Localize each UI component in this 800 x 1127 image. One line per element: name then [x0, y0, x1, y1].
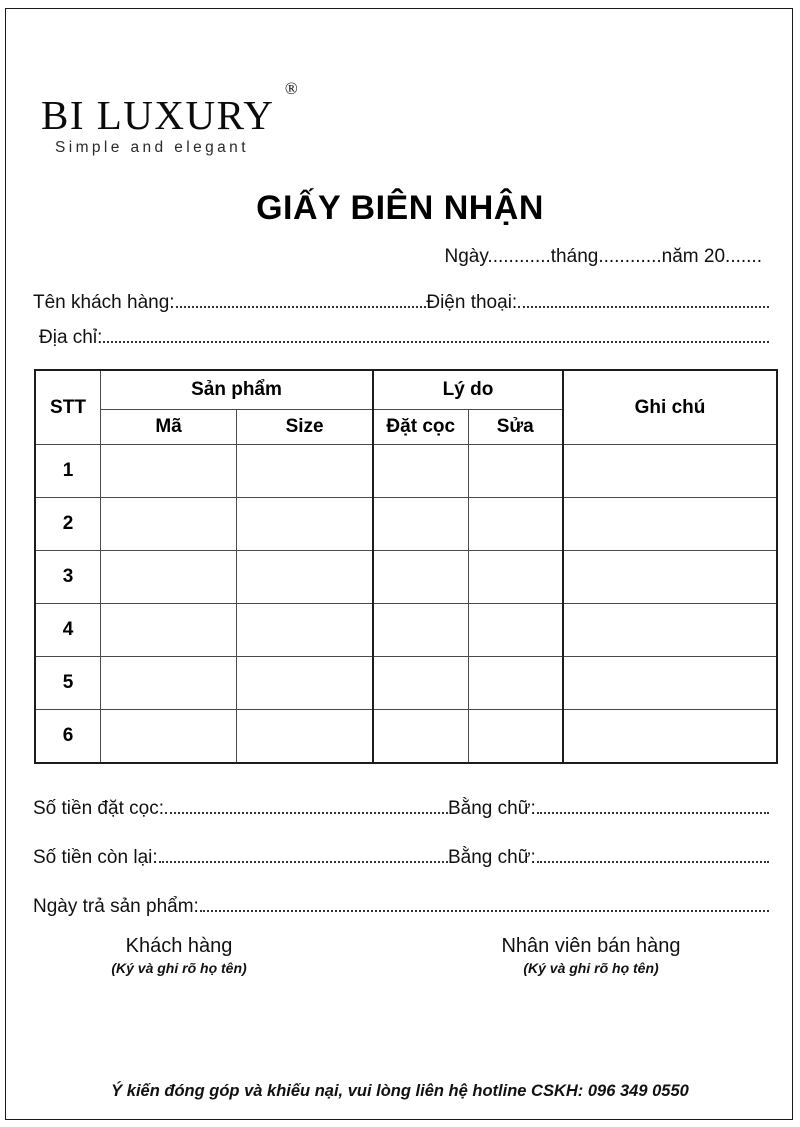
- cell-stt: 3: [35, 551, 101, 604]
- cell-repair[interactable]: [468, 657, 563, 710]
- cell-size[interactable]: [237, 551, 373, 604]
- deposit-label: Số tiền đặt cọc:: [33, 798, 164, 819]
- cell-repair[interactable]: [468, 445, 563, 498]
- table-body: [35, 445, 777, 764]
- remaining-words-input[interactable]: [537, 860, 769, 863]
- cell-size[interactable]: [237, 445, 373, 498]
- cell-code[interactable]: [101, 710, 237, 764]
- table-header-row-top: [35, 370, 777, 410]
- brand-name-text: BI LUXURY: [41, 92, 275, 138]
- header-note: Ghi chú: [563, 370, 777, 445]
- header-stt: STT: [35, 370, 101, 445]
- cell-stt: 5: [35, 657, 101, 710]
- cell-repair[interactable]: [468, 551, 563, 604]
- cell-size[interactable]: [237, 498, 373, 551]
- return-date-row: [33, 896, 769, 918]
- header-size: Size: [237, 410, 373, 445]
- header-deposit: Đặt cọc: [373, 410, 468, 445]
- return-date-label: Ngày trả sản phẩm:: [33, 896, 199, 917]
- cell-deposit[interactable]: [373, 657, 468, 710]
- remaining-row: [33, 847, 769, 869]
- registered-trademark-icon: ®: [284, 79, 300, 98]
- cell-note[interactable]: [563, 551, 777, 604]
- header-product: Sản phẩm: [101, 370, 374, 410]
- cell-note[interactable]: [563, 445, 777, 498]
- footer-hotline: Ý kiến đóng góp và khiếu nại, vui lòng liên hệ hotline CSKH: 096 349 0550: [111, 1082, 689, 1100]
- signature-staff: [431, 935, 751, 976]
- cell-deposit[interactable]: [373, 445, 468, 498]
- table-row: [35, 604, 777, 657]
- deposit-input[interactable]: [165, 811, 448, 814]
- deposit-row: [33, 798, 769, 820]
- table-head: [35, 370, 777, 445]
- brand-logo: [41, 79, 381, 157]
- deposit-words-input[interactable]: [537, 811, 769, 814]
- cell-deposit[interactable]: [373, 498, 468, 551]
- cell-code[interactable]: [101, 498, 237, 551]
- phone-label: Điện thoại:: [426, 292, 518, 313]
- brand-tagline: Simple and elegant: [55, 139, 249, 156]
- cell-code[interactable]: [101, 657, 237, 710]
- signature-customer: [54, 935, 304, 976]
- cell-note[interactable]: [563, 498, 777, 551]
- cell-size[interactable]: [237, 710, 373, 764]
- cell-deposit[interactable]: [373, 604, 468, 657]
- cell-size[interactable]: [237, 657, 373, 710]
- return-date-input[interactable]: [200, 909, 769, 912]
- cell-stt: 6: [35, 710, 101, 764]
- customer-name-input[interactable]: [176, 305, 427, 308]
- brand-name: [41, 79, 300, 138]
- signature-staff-title: Nhân viên bán hàng: [501, 935, 681, 957]
- table-row: [35, 710, 777, 764]
- address-label: Địa chỉ:: [39, 327, 103, 348]
- address-row: [39, 327, 769, 349]
- cell-stt: 4: [35, 604, 101, 657]
- header-code: Mã: [101, 410, 237, 445]
- cell-repair[interactable]: [468, 710, 563, 764]
- cell-code[interactable]: [101, 551, 237, 604]
- cell-stt: 2: [35, 498, 101, 551]
- header-repair: Sửa: [468, 410, 563, 445]
- table-row: [35, 657, 777, 710]
- signature-staff-note: (Ký và ghi rõ họ tên): [523, 960, 659, 976]
- receipt-page: [5, 8, 793, 1120]
- table-row: [35, 498, 777, 551]
- deposit-words-label: Bằng chữ:: [448, 798, 536, 819]
- cell-code[interactable]: [101, 604, 237, 657]
- cell-note[interactable]: [563, 710, 777, 764]
- header-reason: Lý do: [373, 370, 563, 410]
- customer-name-label: Tên khách hàng:: [33, 292, 175, 313]
- cell-note[interactable]: [563, 657, 777, 710]
- cell-size[interactable]: [237, 604, 373, 657]
- cell-repair[interactable]: [468, 604, 563, 657]
- date-line: Ngày............tháng............năm 20.......: [444, 246, 762, 267]
- cell-deposit[interactable]: [373, 710, 468, 764]
- cell-stt: 1: [35, 445, 101, 498]
- signature-customer-title: Khách hàng: [125, 935, 233, 957]
- customer-name-row: [33, 292, 769, 314]
- address-input[interactable]: [103, 340, 769, 343]
- cell-note[interactable]: [563, 604, 777, 657]
- cell-repair[interactable]: [468, 498, 563, 551]
- phone-input[interactable]: [518, 305, 769, 308]
- remaining-label: Số tiền còn lại:: [33, 847, 158, 868]
- products-table: [34, 369, 778, 764]
- table-row: [35, 445, 777, 498]
- page-title: GIẤY BIÊN NHẬN: [256, 189, 544, 227]
- cell-code[interactable]: [101, 445, 237, 498]
- cell-deposit[interactable]: [373, 551, 468, 604]
- remaining-words-label: Bằng chữ:: [448, 847, 536, 868]
- table-row: [35, 551, 777, 604]
- signature-customer-note: (Ký và ghi rõ họ tên): [111, 960, 247, 976]
- remaining-input[interactable]: [159, 860, 448, 863]
